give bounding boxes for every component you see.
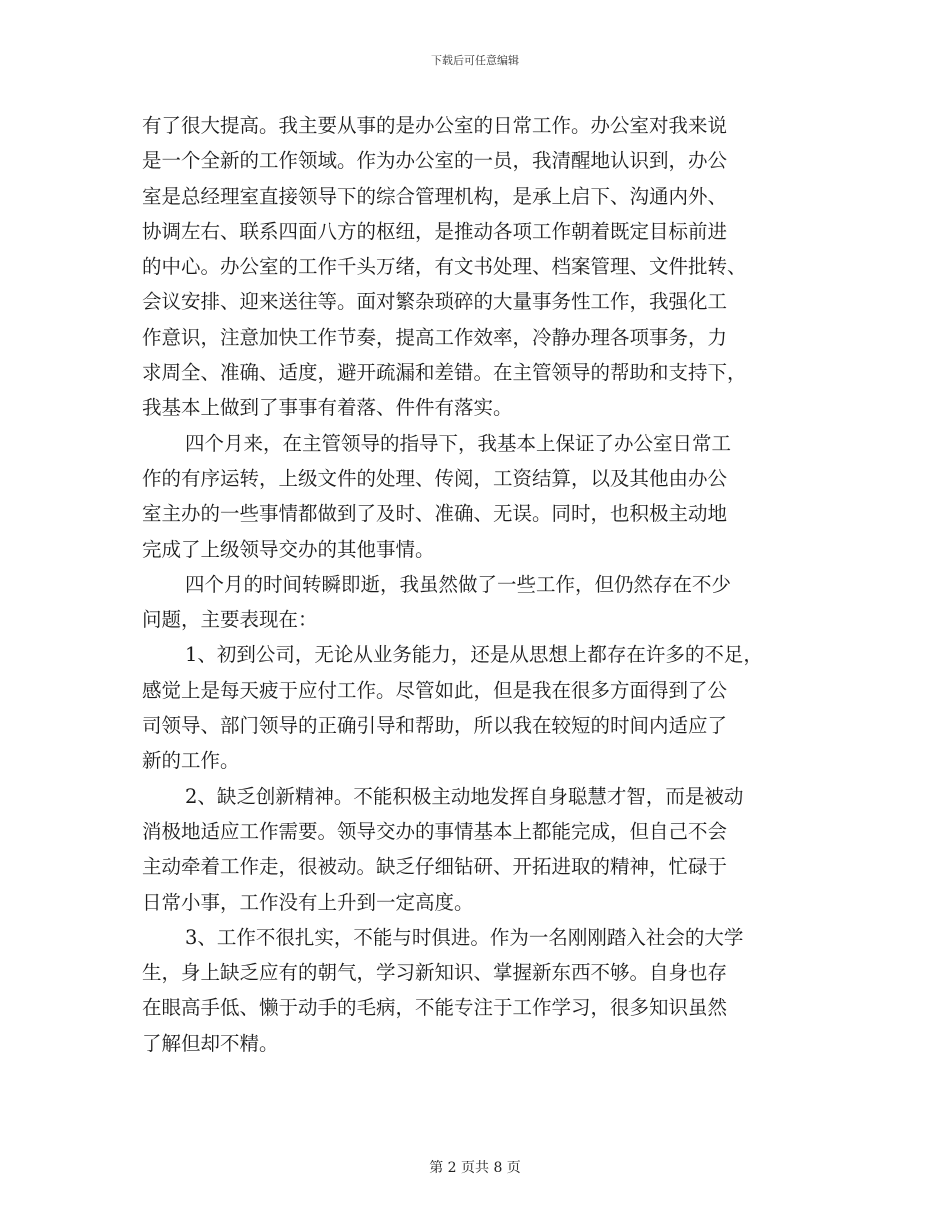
text-line: 日常小事，工作没有上升到一定高度。 [142,890,474,914]
list-item-1-first-line: 1、初到公司，无论从业务能力，还是从思想上都存在许多的不足， [185,643,763,667]
text-line: 完成了上级领导交办的其他事情。 [142,537,435,561]
list-item-2-first-line: 2、缺乏创新精神。不能积极主动地发挥自身聪慧才智，而是被动 [185,784,744,808]
text-line: 我基本上做到了事事有着落、件件有落实。 [142,396,513,420]
text-line: 主动牵着工作走，很被动。缺乏仔细钻研、开拓进取的精神，忙碌于 [142,855,728,879]
text-line: 协调左右、联系四面八方的枢纽，是推动各项工作朝着既定目标前进 [142,219,728,243]
text-line: 的中心。办公室的工作千头万绪，有文书处理、档案管理、文件批转、 [142,255,747,279]
text-line: 在眼高手低、懒于动手的毛病，不能专注于工作学习，很多知识虽然 [142,996,728,1020]
text-line: 会议安排、迎来送往等。面对繁杂琐碎的大量事务性工作，我强化工 [142,290,728,314]
text-line: 室主办的一些事情都做到了及时、准确、无误。同时，也积极主动地 [142,502,728,526]
text-line: 消极地适应工作需要。领导交办的事情基本上都能完成，但自己不会 [142,819,728,843]
text-line: 新的工作。 [142,749,240,773]
text-line: 感觉上是每天疲于应付工作。尽管如此，但是我在很多方面得到了公 [142,678,728,702]
paragraph-first-line: 四个月来，在主管领导的指导下，我基本上保证了办公室日常工 [185,431,732,455]
body-text [142,108,832,1061]
text-line: 作意识，注意加快工作节奏，提高工作效率，冷静办理各项事务，力 [142,325,728,349]
text-line: 作的有序运转，上级文件的处理、传阅，工资结算，以及其他由办公 [142,466,728,490]
text-line: 有了很大提高。我主要从事的是办公室的日常工作。办公室对我来说 [142,114,728,137]
text-line: 室是总经理室直接领导下的综合管理机构，是承上启下、沟通内外、 [142,184,728,208]
text-line: 求周全、准确、适度，避开疏漏和差错。在主管领导的帮助和支持下， [142,361,747,385]
paragraph-first-line: 四个月的时间转瞬即逝，我虽然做了一些工作，但仍然存在不少 [185,572,732,596]
text-line: 生，身上缺乏应有的朝气，学习新知识、掌握新东西不够。自身也存 [142,961,728,985]
text-line: 是一个全新的工作领域。作为办公室的一员，我清醒地认识到，办公 [142,149,728,173]
page-footer: 第 2 页共 8 页 [429,1160,521,1176]
text-line: 司领导、部门领导的正确引导和帮助，所以我在较短的时间内适应了 [142,714,728,738]
text-line: 了解但却不精。 [142,1031,279,1055]
list-item-3-first-line: 3、工作不很扎实，不能与时俱进。作为一名刚刚踏入社会的大学 [185,925,744,949]
page-header: 下载后可任意编辑 [431,54,519,67]
text-line: 问题，主要表现在： [142,608,318,632]
